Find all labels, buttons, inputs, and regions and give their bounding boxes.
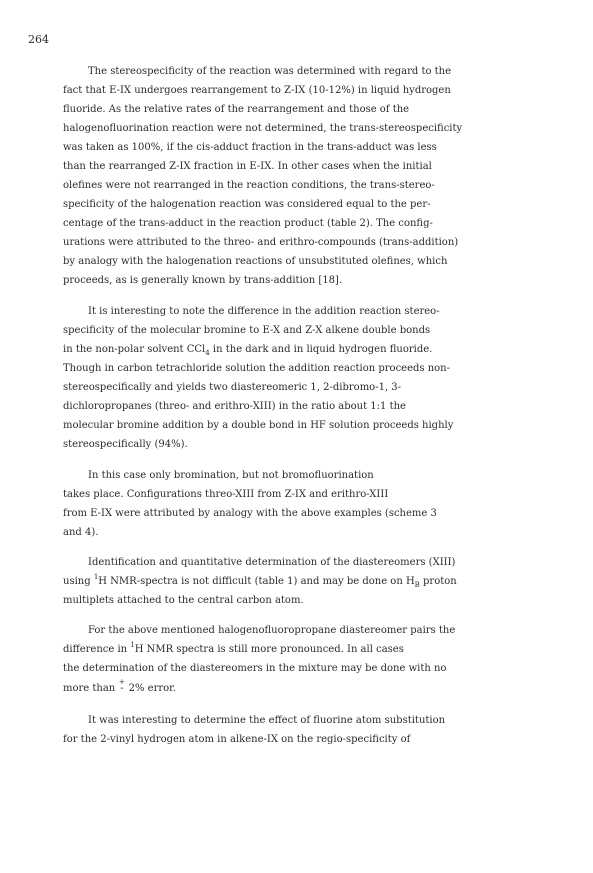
text-segment: 2% error. — [128, 683, 177, 694]
text-line: for the 2-vinyl hydrogen atom in alkene-IX on the regio-specificity of — [63, 734, 411, 745]
text-line: It was interesting to determine the effect of fluorine atom substitution — [88, 715, 446, 726]
text-line: centage of the trans-adduct in the reaction product (table 2). The config- — [63, 218, 433, 229]
text-line — [63, 641, 404, 656]
superscript: 1 — [130, 641, 135, 649]
text-line: Identification and quantitative determination of the diastereomers (XIII) — [88, 557, 456, 568]
text-line — [63, 573, 457, 589]
text-line: and 4). — [63, 527, 99, 538]
text-line: fluoride. As the relative rates of the rearrangement and those of the — [63, 104, 410, 115]
text-line: It is interesting to note the difference in the addition reaction stereo- — [88, 306, 440, 317]
text-segment: using — [63, 576, 91, 587]
text-line: the determination of the diastereomers in the mixture may be done with no — [63, 663, 447, 674]
text-line: halogenofluorination reaction were not determined, the trans-stereospecificity — [63, 123, 463, 134]
minus-symbol: - — [120, 683, 124, 694]
subscript: 4 — [205, 349, 210, 357]
text-line: molecular bromine addition by a double bond in HF solution proceeds highly — [63, 420, 454, 431]
text-line: stereospecifically and yields two diastereomeric 1, 2-dibromo-1, 3- — [63, 382, 402, 393]
text-line: urations were attributed to the threo- and erithro-compounds (trans-addition) — [63, 237, 459, 248]
text-line: dichloropropanes (threo- and erithro-XIII) in the ratio about 1:1 the — [63, 401, 406, 412]
text-line: olefines were not rearranged in the reaction conditions, the trans-stereo- — [63, 180, 435, 191]
text-segment: H NMR-spectra is not difficult (table 1) and may be done on H — [98, 576, 415, 587]
text-line: by analogy with the halogenation reactions of unsubstituted olefines, which — [63, 256, 448, 267]
text-segment: difference in — [63, 644, 128, 655]
text-segment: proton — [423, 576, 457, 587]
text-segment: more than — [63, 683, 116, 694]
text-line: was taken as 100%, if the cis-adduct fraction in the trans-adduct was less — [63, 142, 437, 153]
page-number: 264 — [28, 33, 49, 46]
text-line: from E-IX were attributed by analogy with the above examples (scheme 3 — [63, 508, 437, 519]
text-segment: in the dark and in liquid hydrogen fluoride. — [212, 344, 433, 355]
plus-minus-sign — [118, 678, 125, 695]
text-segment: in the non-polar solvent CCl — [63, 344, 206, 355]
text-line: Though in carbon tetrachloride solution the addition reaction proceeds non- — [63, 363, 450, 374]
text-line: specificity of the molecular bromine to E-X and Z-X alkene double bonds — [63, 325, 431, 336]
text-line: For the above mentioned halogenofluoropropane diastereomer pairs the — [88, 625, 456, 636]
text-line — [63, 344, 432, 356]
text-line: The stereospecificity of the reaction was determined with regard to the — [88, 66, 452, 77]
subscript: B — [414, 581, 420, 589]
text-line: multiplets attached to the central carbon atom. — [63, 595, 304, 606]
text-line: than the rearranged Z-IX fraction in E-IX. In other cases when the initial — [63, 161, 432, 172]
text-line: fact that E-IX undergoes rearrangement to Z-IX (10-12%) in liquid hydrogen — [63, 85, 451, 96]
text-line: proceeds, as is generally known by trans-addition [18]. — [63, 275, 343, 286]
text-line: specificity of the halogenation reaction was considered equal to the per- — [63, 199, 431, 210]
text-segment: H NMR spectra is still more pronounced. In all cases — [134, 644, 404, 655]
text-line: takes place. Configurations threo-XIII from Z-IX and erithro-XIII — [63, 489, 389, 500]
text-line: stereospecifically (94%). — [63, 439, 188, 450]
text-line: In this case only bromination, but not bromofluorination — [88, 470, 374, 481]
superscript: 1 — [93, 573, 99, 581]
text-line — [63, 678, 177, 695]
plus-symbol: + — [119, 678, 125, 686]
